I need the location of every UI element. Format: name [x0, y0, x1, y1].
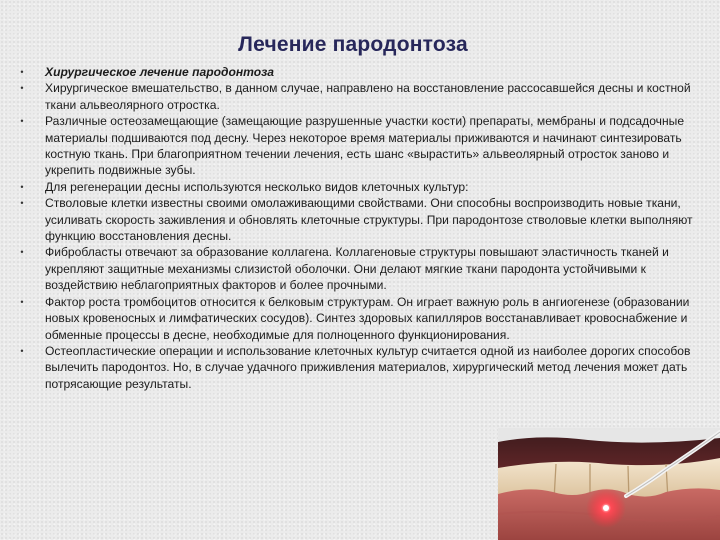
bullet-text: Различные остеозамещающие (замещающие разрушенные участки кости) препараты, мембраны и подсадочные материалы подшиваются под десну. Через некоторое время материалы приживаются и начинают синтезировать костную ткань. При благоприятном течении лечения, есть шанс «вырастить» альвеолярный отросток заново и укрепить подвижные зубы.	[45, 114, 685, 178]
list-item	[16, 113, 696, 179]
bullet-heading-text: Хирургическое лечение пародонтоза	[45, 65, 275, 79]
bullet-text: Для регенерации десны используются несколько видов клеточных культур:	[45, 179, 469, 194]
list-item	[16, 64, 696, 80]
dental-laser-illustration	[498, 428, 720, 540]
list-item	[16, 343, 696, 392]
bullet-list	[16, 64, 696, 392]
bullet-icon: •	[20, 67, 24, 77]
bullet-text: Стволовые клетки известны своими омолаживающими свойствами. Они способны воспроизводить новые ткани, усиливать скорость заживления и обновлять клеточные структуры. При пародонтозе стволовые клетки выполняют функцию восстановления десны.	[45, 196, 693, 244]
list-item	[16, 195, 696, 244]
bullet-text: Остеопластические операции и использование клеточных культур считается одной из наиболее дорогих способов вылечить пародонтоз. Но, в случае удачного приживления материалов, хирургический метод лечения может дать потрясающие результаты.	[45, 343, 691, 391]
bullet-icon: •	[20, 345, 24, 356]
list-item	[16, 179, 696, 195]
bullet-text: Фактор роста тромбоцитов относится к белковым структурам. Он играет важную роль в ангиогенезе (образовании новых кровеносных и лимфатических сосудов). Синтез здоровых капилляров восстанавливает кровоснабжение и обменные процессы в десне, необходимые для полноценного функционирования.	[45, 294, 690, 342]
bullet-icon: •	[20, 181, 24, 192]
slide-title: Лечение пародонтоза	[238, 33, 468, 56]
list-item	[16, 294, 696, 343]
list-item	[16, 244, 696, 293]
bullet-text: Хирургическое вмешательство, в данном случае, направлено на восстановление рассосавшейся десны и костной ткани альвеолярного отростка.	[45, 81, 691, 112]
bullet-icon: •	[20, 116, 24, 127]
bullet-icon: •	[20, 198, 24, 209]
list-item	[16, 80, 696, 113]
bullet-icon: •	[20, 83, 24, 94]
bullet-icon: •	[20, 296, 24, 307]
dental-laser-photo	[498, 428, 720, 540]
bullet-text: Фибробласты отвечают за образование коллагена. Коллагеновые структуры повышают эластичность тканей и укрепляют защитные механизмы слизистой оболочки. Они делают мягкие ткани пародонта устойчивыми к воздействию неблагоприятных факторов и более прочными.	[45, 245, 669, 293]
bullet-icon: •	[20, 247, 24, 258]
